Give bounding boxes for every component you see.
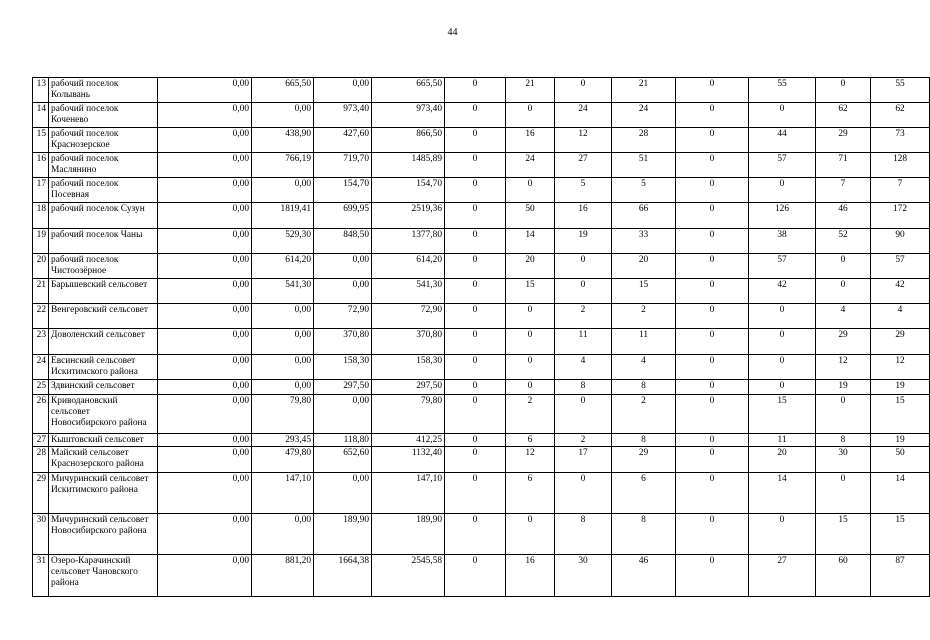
count-1-cell: 0 <box>445 128 506 153</box>
count-7-cell: 29 <box>816 329 871 355</box>
value-2-cell: 147,10 <box>252 473 314 514</box>
value-2-cell: 438,90 <box>252 128 314 153</box>
count-5-cell: 0 <box>676 229 749 254</box>
table-row <box>33 473 930 514</box>
value-total-cell: 2519,36 <box>372 203 445 229</box>
count-5-cell: 0 <box>676 153 749 178</box>
value-3-cell: 189,90 <box>314 514 372 555</box>
count-5-cell: 0 <box>676 304 749 329</box>
count-5-cell: 0 <box>676 78 749 103</box>
value-2-cell: 0,00 <box>252 514 314 555</box>
count-1-cell: 0 <box>445 447 506 473</box>
value-2-cell: 0,00 <box>252 329 314 355</box>
count-8-cell: 50 <box>871 447 930 473</box>
value-1-cell: 0,00 <box>158 128 252 153</box>
count-2-cell: 0 <box>506 329 555 355</box>
count-6-cell: 57 <box>749 153 816 178</box>
row-number-cell: 15 <box>33 128 49 153</box>
value-2-cell: 529,30 <box>252 229 314 254</box>
table-row <box>33 329 930 355</box>
count-7-cell: 52 <box>816 229 871 254</box>
count-6-cell: 57 <box>749 254 816 279</box>
value-total-cell: 973,40 <box>372 103 445 128</box>
value-1-cell: 0,00 <box>158 279 252 304</box>
count-6-cell: 44 <box>749 128 816 153</box>
value-3-cell: 0,00 <box>314 395 372 434</box>
settlement-name-cell: Здвинский сельсовет <box>49 380 158 395</box>
row-number-cell: 27 <box>33 434 49 447</box>
count-1-cell: 0 <box>445 178 506 203</box>
count-2-cell: 12 <box>506 447 555 473</box>
value-1-cell: 0,00 <box>158 355 252 380</box>
settlement-name-cell: Майский сельсовет Краснозерского района <box>49 447 158 473</box>
value-total-cell: 2545,58 <box>372 555 445 597</box>
count-7-cell: 60 <box>816 555 871 597</box>
settlement-name-cell: рабочий поселок Посевная <box>49 178 158 203</box>
count-1-cell: 0 <box>445 153 506 178</box>
table-row <box>33 304 930 329</box>
value-2-cell: 0,00 <box>252 380 314 395</box>
count-1-cell: 0 <box>445 78 506 103</box>
settlement-name-cell: рабочий поселок Маслянино <box>49 153 158 178</box>
count-8-cell: 7 <box>871 178 930 203</box>
row-number-cell: 25 <box>33 380 49 395</box>
count-7-cell: 62 <box>816 103 871 128</box>
count-7-cell: 29 <box>816 128 871 153</box>
count-2-cell: 16 <box>506 128 555 153</box>
settlement-name-cell: Доволенский сельсовет <box>49 329 158 355</box>
value-3-cell: 0,00 <box>314 279 372 304</box>
count-3-cell: 19 <box>555 229 612 254</box>
settlement-name-cell: Мичуринский сельсовет Искитимского района <box>49 473 158 514</box>
table-row <box>33 254 930 279</box>
value-2-cell: 293,45 <box>252 434 314 447</box>
value-1-cell: 0,00 <box>158 254 252 279</box>
count-4-cell: 28 <box>612 128 676 153</box>
count-8-cell: 172 <box>871 203 930 229</box>
row-number-cell: 28 <box>33 447 49 473</box>
count-8-cell: 14 <box>871 473 930 514</box>
value-total-cell: 1377,80 <box>372 229 445 254</box>
count-1-cell: 0 <box>445 434 506 447</box>
value-total-cell: 79,80 <box>372 395 445 434</box>
settlement-name-cell: рабочий поселок Колывань <box>49 78 158 103</box>
count-4-cell: 5 <box>612 178 676 203</box>
row-number-cell: 17 <box>33 178 49 203</box>
count-6-cell: 0 <box>749 304 816 329</box>
count-5-cell: 0 <box>676 203 749 229</box>
count-2-cell: 21 <box>506 78 555 103</box>
count-3-cell: 17 <box>555 447 612 473</box>
value-2-cell: 881,20 <box>252 555 314 597</box>
row-number-cell: 30 <box>33 514 49 555</box>
row-number-cell: 26 <box>33 395 49 434</box>
count-4-cell: 21 <box>612 78 676 103</box>
count-4-cell: 20 <box>612 254 676 279</box>
count-2-cell: 0 <box>506 514 555 555</box>
count-6-cell: 38 <box>749 229 816 254</box>
row-number-cell: 19 <box>33 229 49 254</box>
count-2-cell: 16 <box>506 555 555 597</box>
row-number-cell: 18 <box>33 203 49 229</box>
value-3-cell: 297,50 <box>314 380 372 395</box>
count-4-cell: 51 <box>612 153 676 178</box>
count-8-cell: 62 <box>871 103 930 128</box>
value-total-cell: 665,50 <box>372 78 445 103</box>
table-row <box>33 229 930 254</box>
count-8-cell: 15 <box>871 514 930 555</box>
value-3-cell: 973,40 <box>314 103 372 128</box>
count-6-cell: 11 <box>749 434 816 447</box>
value-1-cell: 0,00 <box>158 203 252 229</box>
count-8-cell: 55 <box>871 78 930 103</box>
value-3-cell: 1664,38 <box>314 555 372 597</box>
value-3-cell: 0,00 <box>314 254 372 279</box>
count-5-cell: 0 <box>676 178 749 203</box>
count-8-cell: 128 <box>871 153 930 178</box>
page-number: 44 <box>447 27 458 38</box>
table-row <box>33 514 930 555</box>
count-1-cell: 0 <box>445 203 506 229</box>
value-3-cell: 118,80 <box>314 434 372 447</box>
count-5-cell: 0 <box>676 395 749 434</box>
count-2-cell: 6 <box>506 434 555 447</box>
count-5-cell: 0 <box>676 380 749 395</box>
count-8-cell: 73 <box>871 128 930 153</box>
count-3-cell: 4 <box>555 355 612 380</box>
count-3-cell: 11 <box>555 329 612 355</box>
count-1-cell: 0 <box>445 514 506 555</box>
count-8-cell: 12 <box>871 355 930 380</box>
table-row <box>33 355 930 380</box>
count-6-cell: 0 <box>749 380 816 395</box>
value-total-cell: 541,30 <box>372 279 445 304</box>
count-1-cell: 0 <box>445 329 506 355</box>
count-6-cell: 0 <box>749 178 816 203</box>
count-4-cell: 8 <box>612 380 676 395</box>
count-1-cell: 0 <box>445 279 506 304</box>
settlement-name-cell: Барышевский сельсовет <box>49 279 158 304</box>
value-2-cell: 479,80 <box>252 447 314 473</box>
count-4-cell: 8 <box>612 514 676 555</box>
settlement-name-cell: рабочий поселок Краснозерское <box>49 128 158 153</box>
count-7-cell: 0 <box>816 279 871 304</box>
value-1-cell: 0,00 <box>158 434 252 447</box>
settlement-name-cell: Озеро-Карачинский сельсовет Чановского района <box>49 555 158 597</box>
count-6-cell: 0 <box>749 103 816 128</box>
count-1-cell: 0 <box>445 229 506 254</box>
value-2-cell: 614,20 <box>252 254 314 279</box>
value-1-cell: 0,00 <box>158 304 252 329</box>
table-row <box>33 447 930 473</box>
count-7-cell: 0 <box>816 473 871 514</box>
count-7-cell: 7 <box>816 178 871 203</box>
count-4-cell: 29 <box>612 447 676 473</box>
count-3-cell: 0 <box>555 279 612 304</box>
row-number-cell: 29 <box>33 473 49 514</box>
count-4-cell: 33 <box>612 229 676 254</box>
value-total-cell: 1485,89 <box>372 153 445 178</box>
count-3-cell: 16 <box>555 203 612 229</box>
count-8-cell: 29 <box>871 329 930 355</box>
count-7-cell: 4 <box>816 304 871 329</box>
count-4-cell: 6 <box>612 473 676 514</box>
count-1-cell: 0 <box>445 473 506 514</box>
count-5-cell: 0 <box>676 447 749 473</box>
settlement-name-cell: рабочий поселок Коченево <box>49 103 158 128</box>
count-8-cell: 57 <box>871 254 930 279</box>
value-1-cell: 0,00 <box>158 329 252 355</box>
count-2-cell: 0 <box>506 178 555 203</box>
count-3-cell: 5 <box>555 178 612 203</box>
value-total-cell: 370,80 <box>372 329 445 355</box>
count-4-cell: 24 <box>612 103 676 128</box>
count-7-cell: 19 <box>816 380 871 395</box>
count-2-cell: 2 <box>506 395 555 434</box>
value-2-cell: 0,00 <box>252 178 314 203</box>
table-row <box>33 153 930 178</box>
value-total-cell: 72,90 <box>372 304 445 329</box>
count-8-cell: 87 <box>871 555 930 597</box>
value-1-cell: 0,00 <box>158 395 252 434</box>
count-1-cell: 0 <box>445 380 506 395</box>
count-4-cell: 2 <box>612 304 676 329</box>
value-total-cell: 147,10 <box>372 473 445 514</box>
value-2-cell: 0,00 <box>252 304 314 329</box>
value-1-cell: 0,00 <box>158 78 252 103</box>
count-6-cell: 15 <box>749 395 816 434</box>
value-total-cell: 189,90 <box>372 514 445 555</box>
count-5-cell: 0 <box>676 514 749 555</box>
table-row <box>33 103 930 128</box>
count-5-cell: 0 <box>676 103 749 128</box>
table-row <box>33 203 930 229</box>
count-3-cell: 24 <box>555 103 612 128</box>
count-8-cell: 90 <box>871 229 930 254</box>
count-4-cell: 4 <box>612 355 676 380</box>
count-3-cell: 8 <box>555 380 612 395</box>
value-1-cell: 0,00 <box>158 473 252 514</box>
count-5-cell: 0 <box>676 279 749 304</box>
value-3-cell: 158,30 <box>314 355 372 380</box>
count-1-cell: 0 <box>445 304 506 329</box>
value-total-cell: 158,30 <box>372 355 445 380</box>
value-total-cell: 297,50 <box>372 380 445 395</box>
value-total-cell: 1132,40 <box>372 447 445 473</box>
row-number-cell: 31 <box>33 555 49 597</box>
count-2-cell: 20 <box>506 254 555 279</box>
count-2-cell: 0 <box>506 304 555 329</box>
value-total-cell: 866,50 <box>372 128 445 153</box>
settlement-name-cell: Венгеровский сельсовет <box>49 304 158 329</box>
count-3-cell: 0 <box>555 78 612 103</box>
row-number-cell: 23 <box>33 329 49 355</box>
data-table <box>32 77 930 597</box>
value-2-cell: 79,80 <box>252 395 314 434</box>
count-3-cell: 30 <box>555 555 612 597</box>
settlement-name-cell: Евсинский сельсовет Искитимского района <box>49 355 158 380</box>
count-7-cell: 46 <box>816 203 871 229</box>
value-1-cell: 0,00 <box>158 555 252 597</box>
count-7-cell: 8 <box>816 434 871 447</box>
count-6-cell: 0 <box>749 514 816 555</box>
count-5-cell: 0 <box>676 355 749 380</box>
count-2-cell: 14 <box>506 229 555 254</box>
table-row <box>33 78 930 103</box>
count-2-cell: 6 <box>506 473 555 514</box>
count-6-cell: 0 <box>749 329 816 355</box>
count-1-cell: 0 <box>445 555 506 597</box>
count-8-cell: 4 <box>871 304 930 329</box>
table-row <box>33 279 930 304</box>
value-1-cell: 0,00 <box>158 153 252 178</box>
count-7-cell: 12 <box>816 355 871 380</box>
value-2-cell: 665,50 <box>252 78 314 103</box>
count-4-cell: 8 <box>612 434 676 447</box>
count-2-cell: 0 <box>506 380 555 395</box>
count-6-cell: 20 <box>749 447 816 473</box>
row-number-cell: 20 <box>33 254 49 279</box>
count-7-cell: 0 <box>816 395 871 434</box>
value-3-cell: 427,60 <box>314 128 372 153</box>
value-3-cell: 0,00 <box>314 78 372 103</box>
count-5-cell: 0 <box>676 555 749 597</box>
settlement-name-cell: Мичуринский сельсовет Новосибирского района <box>49 514 158 555</box>
row-number-cell: 22 <box>33 304 49 329</box>
count-4-cell: 46 <box>612 555 676 597</box>
count-2-cell: 15 <box>506 279 555 304</box>
row-number-cell: 16 <box>33 153 49 178</box>
count-5-cell: 0 <box>676 254 749 279</box>
count-1-cell: 0 <box>445 103 506 128</box>
value-1-cell: 0,00 <box>158 380 252 395</box>
count-7-cell: 0 <box>816 254 871 279</box>
table-row <box>33 380 930 395</box>
count-6-cell: 27 <box>749 555 816 597</box>
count-8-cell: 15 <box>871 395 930 434</box>
count-1-cell: 0 <box>445 355 506 380</box>
value-2-cell: 1819,41 <box>252 203 314 229</box>
count-7-cell: 71 <box>816 153 871 178</box>
count-4-cell: 15 <box>612 279 676 304</box>
count-3-cell: 2 <box>555 434 612 447</box>
count-1-cell: 0 <box>445 395 506 434</box>
value-1-cell: 0,00 <box>158 103 252 128</box>
count-6-cell: 0 <box>749 355 816 380</box>
count-3-cell: 12 <box>555 128 612 153</box>
count-5-cell: 0 <box>676 473 749 514</box>
value-3-cell: 72,90 <box>314 304 372 329</box>
count-2-cell: 24 <box>506 153 555 178</box>
settlement-name-cell: Кыштовский сельсовет <box>49 434 158 447</box>
count-4-cell: 2 <box>612 395 676 434</box>
row-number-cell: 24 <box>33 355 49 380</box>
value-2-cell: 766,19 <box>252 153 314 178</box>
table-row <box>33 395 930 434</box>
count-3-cell: 0 <box>555 473 612 514</box>
count-6-cell: 14 <box>749 473 816 514</box>
settlement-name-cell: рабочий поселок Чаны <box>49 229 158 254</box>
count-5-cell: 0 <box>676 434 749 447</box>
count-2-cell: 50 <box>506 203 555 229</box>
settlement-name-cell: рабочий поселок Сузун <box>49 203 158 229</box>
count-8-cell: 19 <box>871 380 930 395</box>
value-3-cell: 719,70 <box>314 153 372 178</box>
count-2-cell: 0 <box>506 103 555 128</box>
value-1-cell: 0,00 <box>158 178 252 203</box>
value-2-cell: 541,30 <box>252 279 314 304</box>
count-8-cell: 19 <box>871 434 930 447</box>
value-total-cell: 412,25 <box>372 434 445 447</box>
count-1-cell: 0 <box>445 254 506 279</box>
count-6-cell: 42 <box>749 279 816 304</box>
value-2-cell: 0,00 <box>252 355 314 380</box>
value-1-cell: 0,00 <box>158 514 252 555</box>
row-number-cell: 13 <box>33 78 49 103</box>
value-3-cell: 154,70 <box>314 178 372 203</box>
count-3-cell: 27 <box>555 153 612 178</box>
value-3-cell: 848,50 <box>314 229 372 254</box>
value-3-cell: 699,95 <box>314 203 372 229</box>
row-number-cell: 21 <box>33 279 49 304</box>
value-3-cell: 0,00 <box>314 473 372 514</box>
count-6-cell: 126 <box>749 203 816 229</box>
row-number-cell: 14 <box>33 103 49 128</box>
count-3-cell: 8 <box>555 514 612 555</box>
count-3-cell: 0 <box>555 254 612 279</box>
table-row <box>33 128 930 153</box>
count-2-cell: 0 <box>506 355 555 380</box>
count-3-cell: 0 <box>555 395 612 434</box>
value-total-cell: 614,20 <box>372 254 445 279</box>
table-row <box>33 555 930 597</box>
count-4-cell: 11 <box>612 329 676 355</box>
settlement-name-cell: рабочий поселок Чистоозёрное <box>49 254 158 279</box>
value-3-cell: 370,80 <box>314 329 372 355</box>
value-1-cell: 0,00 <box>158 229 252 254</box>
count-7-cell: 0 <box>816 78 871 103</box>
value-1-cell: 0,00 <box>158 447 252 473</box>
count-6-cell: 55 <box>749 78 816 103</box>
count-7-cell: 30 <box>816 447 871 473</box>
settlement-name-cell: Криводановский сельсовет Новосибирского района <box>49 395 158 434</box>
value-total-cell: 154,70 <box>372 178 445 203</box>
table-row <box>33 434 930 447</box>
count-3-cell: 2 <box>555 304 612 329</box>
count-5-cell: 0 <box>676 329 749 355</box>
value-3-cell: 652,60 <box>314 447 372 473</box>
count-7-cell: 15 <box>816 514 871 555</box>
count-4-cell: 66 <box>612 203 676 229</box>
value-2-cell: 0,00 <box>252 103 314 128</box>
count-5-cell: 0 <box>676 128 749 153</box>
table-row <box>33 178 930 203</box>
count-8-cell: 42 <box>871 279 930 304</box>
